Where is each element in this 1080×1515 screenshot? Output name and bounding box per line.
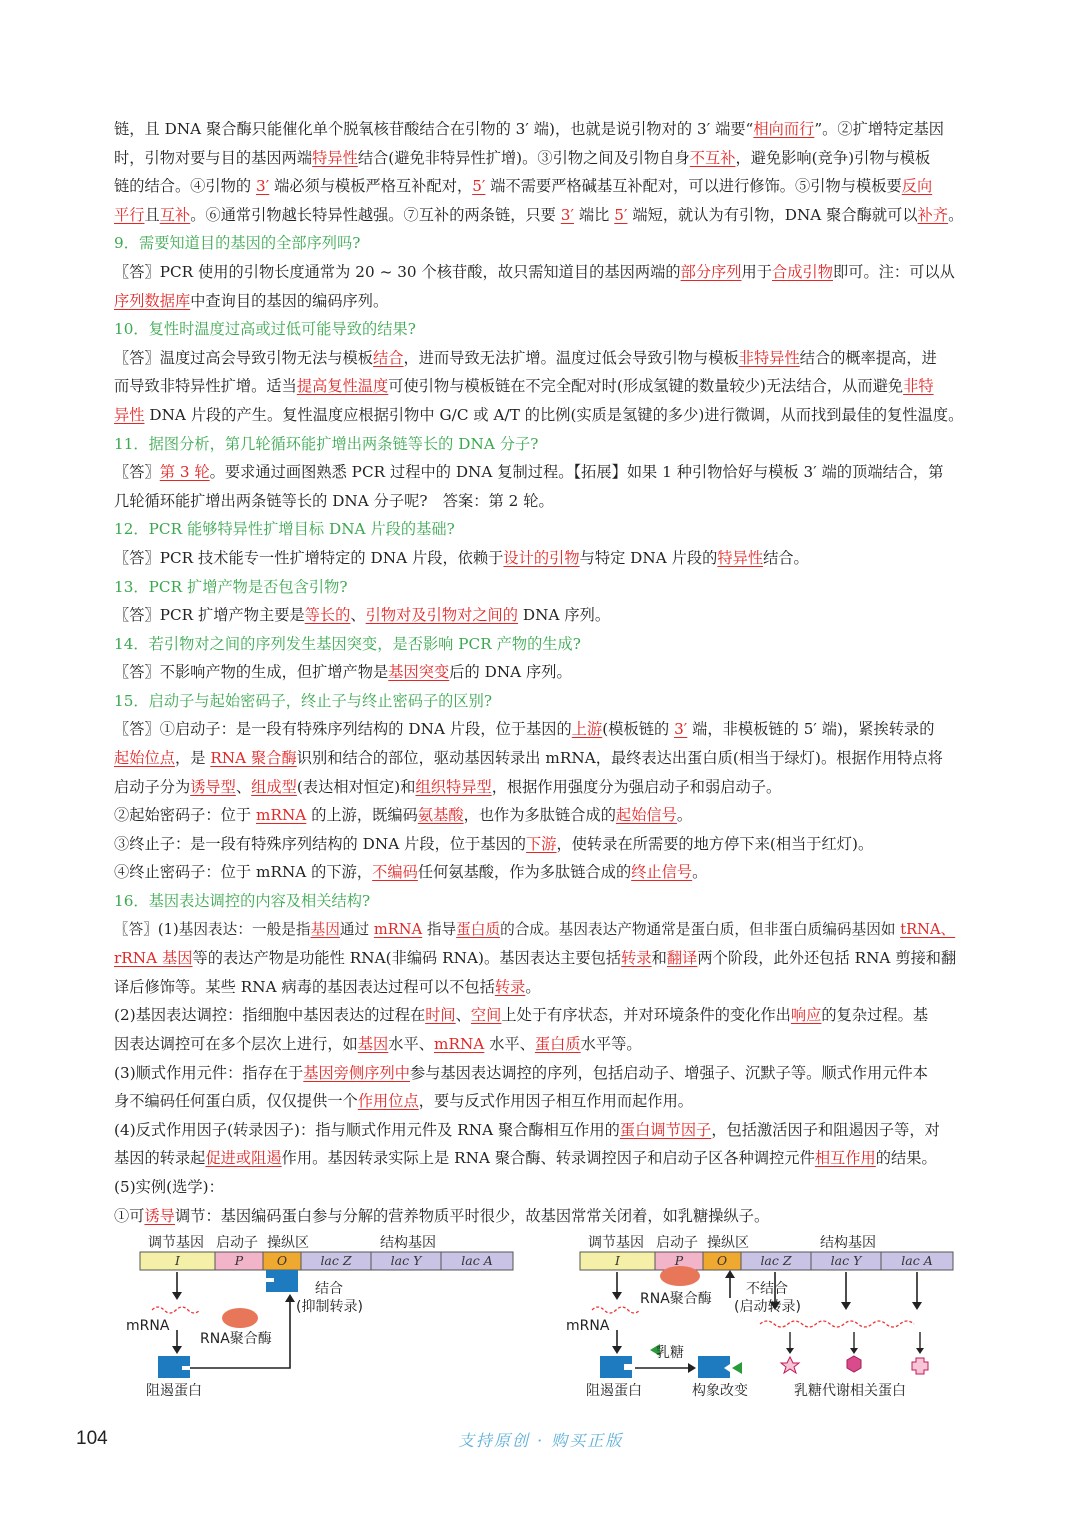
keyword-answer: 部分序列: [680, 262, 742, 281]
text-line: [114, 1059, 966, 1088]
body-text: 。: [692, 863, 708, 882]
keyword-answer: 5′: [614, 205, 628, 224]
mrna-wave: [152, 1307, 200, 1313]
keyword-answer: 特异性: [717, 548, 764, 567]
keyword-answer: 补齐: [917, 205, 949, 224]
body-text: 〖答〗PCR 使用的引物长度通常为 20 ~ 30 个核苷酸，故只需知道目的基因两端的: [114, 262, 681, 281]
text-line: [114, 744, 966, 773]
right-rnap-label: RNA聚合酶: [640, 1291, 712, 1307]
protein-hexagon-icon: [847, 1356, 861, 1372]
keyword-answer: 平行: [114, 205, 145, 224]
right-nobind-note: (启动转录): [734, 1299, 801, 1315]
body-text: ，避免影响(竞争)引物与模板: [735, 148, 931, 167]
body-text: 端短，就认为有引物，DNA 聚合酶就可以: [627, 205, 918, 224]
body-text: ④终止密码子：位于 mRNA 的下游，: [114, 863, 373, 882]
body-text: 用于: [741, 262, 773, 281]
body-text: 识别和结合的部位，驱动基因转录出 mRNA，最终表达出蛋白质(相当于绿灯)。根据作用特点将: [296, 749, 943, 768]
keyword-answer: 异性: [114, 405, 145, 424]
body-text: 基因的转录起: [114, 1149, 206, 1168]
left-rnap-label: RNA聚合酶: [200, 1331, 272, 1347]
page-number: 104: [76, 1428, 108, 1449]
right-gene-lacA-label: lac A: [901, 1253, 933, 1268]
keyword-answer: 设计的引物: [503, 548, 580, 567]
protein-cross-icon: [912, 1358, 928, 1374]
body-text: 的上游，既编码: [306, 806, 418, 825]
body-text: 调节：基因编码蛋白参与分解的营养物质平时很少，故基因常常关闭着，如乳糖操纵子。: [174, 1206, 770, 1225]
keyword-answer: 第 3 轮: [159, 463, 210, 482]
body-text: (5)实例(选学)：: [114, 1177, 224, 1196]
keyword-answer: 组成型: [251, 777, 297, 796]
text-line: [114, 458, 966, 487]
body-text: 结合。: [763, 548, 809, 567]
keyword-answer: 作用位点: [357, 1092, 419, 1111]
text-line: [114, 1001, 966, 1030]
question-heading: 9．需要知道目的基因的全部序列吗?: [114, 234, 361, 253]
body-text: 且: [144, 205, 160, 224]
question-heading: 13．PCR 扩增产物是否包含引物?: [114, 577, 348, 596]
body-text: ②起始密码子：位于: [114, 806, 257, 825]
body-text: 端不需要严格碱基互补配对，可以进行修饰。⑤引物与模板要: [485, 177, 902, 196]
body-text: ，根据作用强度分为强启动子和弱启动子。: [491, 777, 782, 796]
body-text: (2)基因表达调控：指细胞中基因表达的过程在: [114, 1006, 426, 1025]
right-structural-label: 结构基因: [820, 1235, 876, 1251]
text-line: [114, 430, 966, 459]
body-text: 。: [525, 977, 541, 996]
right-regulator-label: 调节基因: [588, 1235, 644, 1251]
body-text: ，是: [174, 749, 211, 768]
question-heading: 14．若引物对之间的序列发生基因突变，是否影响 PCR 产物的生成?: [114, 634, 581, 653]
keyword-answer: 起始信号: [615, 806, 677, 825]
keyword-answer: 蛋白质: [456, 920, 501, 938]
keyword-answer: 起始位点: [114, 749, 175, 768]
keyword-answer: 等长的: [304, 606, 351, 625]
body-text: 、: [350, 606, 366, 625]
text-line: [114, 801, 966, 830]
keyword-answer: 空间: [470, 1006, 502, 1025]
left-gene-lacA-label: lac A: [461, 1253, 493, 1268]
keyword-answer: 上游: [571, 720, 603, 739]
body-text: (表达相对恒定)和: [296, 777, 416, 796]
body-text: (3)顺式作用元件：指存在于: [114, 1063, 304, 1082]
text-line: [114, 544, 966, 573]
body-text: 〖答〗(1)基因表达：一般是指: [114, 920, 311, 938]
body-text: 的合成。基因表达产物通常是蛋白质，但非蛋白质编码基因如: [500, 920, 901, 938]
keyword-answer: 相互作用: [814, 1149, 876, 1168]
body-text: 与特定 DNA 片段的: [579, 548, 718, 567]
text-line: [114, 258, 966, 287]
lac-operon-figures: [126, 1232, 960, 1407]
left-gene-O-label: O: [276, 1253, 288, 1268]
text-line: [114, 601, 966, 630]
body-text: ，使转录在所需要的地方停下来(相当于红灯)。: [556, 834, 874, 853]
question-heading: 10．复性时温度过高或过低可能导致的结果?: [114, 320, 416, 339]
body-text: 。要求通过画图熟悉 PCR 过程中的 DNA 复制过程。【拓展】如果 1 种引物恰好与模板 3′ 端的顶端结合，第: [209, 463, 944, 482]
keyword-answer: 不互补: [689, 148, 736, 167]
right-gene-P-label: P: [674, 1253, 684, 1268]
text-line: [114, 401, 966, 430]
keyword-answer: 蛋白调节因子: [619, 1120, 712, 1139]
body-text: 〖答〗①启动子：是一段有特殊序列结构的 DNA 片段，位于基因的: [114, 720, 572, 739]
keyword-answer: 基因旁侧序列中: [303, 1063, 410, 1082]
rna-polymerase-bound-shape: [660, 1266, 700, 1286]
left-bind-label: 结合: [315, 1281, 343, 1297]
protein-star-icon: [781, 1357, 799, 1373]
text-line: [114, 687, 966, 716]
left-regulator-label: 调节基因: [148, 1235, 204, 1251]
keyword-answer: mRNA: [373, 920, 423, 938]
right-lactose-label: 乳糖: [656, 1345, 684, 1361]
footer-slogan: 支持原创 · 购买正版: [458, 1431, 624, 1450]
body-text: 结合(避免非特异性扩增)。③引物之间及引物自身: [357, 148, 690, 167]
keyword-answer: 转录: [494, 977, 526, 996]
text-line: [114, 515, 966, 544]
keyword-answer: 5′: [472, 177, 486, 196]
body-text: 指导: [422, 920, 457, 938]
keyword-answer: 合成引物: [772, 262, 833, 281]
text-line: [114, 573, 966, 602]
right-gene-I-label: I: [615, 1253, 620, 1268]
text-line: [114, 229, 966, 258]
body-text: 链的结合。④引物的: [114, 177, 257, 196]
keyword-answer: 3′: [256, 177, 270, 196]
keyword-answer: 时间: [425, 1006, 456, 1025]
text-line: [114, 658, 966, 687]
body-text: ，也作为多肽链合成的: [463, 806, 616, 825]
keyword-answer: 引物对及引物对之间的: [365, 606, 519, 625]
text-line: [114, 1116, 966, 1145]
text-line: [114, 1087, 966, 1116]
right-operator-label: 操纵区: [707, 1235, 749, 1251]
keyword-answer: 3′: [674, 720, 688, 739]
body-text: ，进而导致无法扩增。温度过低会导致引物与模板: [403, 348, 739, 367]
keyword-answer: mRNA: [256, 806, 307, 825]
keyword-answer: 序列数据库: [114, 291, 191, 310]
body-text: 等的表达产物是功能性 RNA(非编码 RNA)。基因表达主要包括: [192, 949, 622, 968]
left-gene-I-label: I: [175, 1253, 180, 1268]
question-heading: 15．启动子与起始密码子，终止子与终止密码子的区别?: [114, 691, 493, 710]
body-text: 〖答〗温度过高会导致引物无法与模板: [114, 348, 374, 367]
body-text: 端必须与模板严格互补配对，: [269, 177, 473, 196]
keyword-answer: mRNA: [434, 1035, 485, 1053]
body-text: 。⑥通常引物越长特异性越强。⑦互补的两条链，只要: [190, 205, 561, 224]
text-line: [114, 1173, 966, 1202]
right-gene-lacZ-label: lac Z: [760, 1253, 792, 1268]
body-text: 〖答〗: [114, 463, 160, 482]
body-text: 两个阶段，此外还包括 RNA 剪接和翻: [697, 949, 957, 968]
text-line: [114, 344, 966, 373]
text-line: [114, 1030, 966, 1059]
body-text: (模板链的: [602, 720, 675, 739]
right-gene-lacY-label: lac Y: [830, 1253, 862, 1268]
body-text: 链，且 DNA 聚合酶只能催化单个脱氧核苷酸结合在引物的 3′ 端)，也就是说引物对的 3′ 端要“: [114, 120, 754, 138]
keyword-answer: 氨基酸: [417, 806, 464, 825]
left-gene-P-label: P: [234, 1253, 244, 1268]
body-text: 水平等。: [580, 1035, 642, 1053]
keyword-answer: 3′: [560, 205, 575, 224]
body-text: ，包括激活因子和阻遏因子等，对: [711, 1120, 940, 1139]
text-line: [114, 916, 966, 945]
question-heading: 12．PCR 能够特异性扩增目标 DNA 片段的基础?: [114, 520, 455, 539]
text-line: [114, 1202, 966, 1231]
keyword-answer: rRNA 基因: [114, 949, 193, 968]
body-text: 可使引物与模板链在不完全配对时(形成氢键的数量较少)无法结合，从而避免: [388, 377, 904, 396]
left-promoter-label: 启动子: [216, 1235, 258, 1251]
keyword-answer: 下游: [526, 834, 557, 853]
left-repressor-label: 阻遏蛋白: [146, 1383, 202, 1399]
keyword-answer: 诱导: [144, 1206, 175, 1225]
left-mrna-label: mRNA: [126, 1318, 170, 1334]
body-text: 〖答〗不影响产物的生成，但扩增产物是: [114, 663, 389, 682]
left-gene-lacY-label: lac Y: [390, 1253, 422, 1268]
right-repressor-label: 阻遏蛋白: [586, 1383, 642, 1399]
keyword-answer: 互补: [159, 205, 191, 224]
text-line: [114, 144, 966, 173]
repressor-protein-shape: [158, 1356, 190, 1378]
body-text: 〖答〗PCR 扩增产物主要是: [114, 606, 305, 625]
body-text: 、: [455, 1006, 471, 1025]
right-gene-O-label: O: [716, 1253, 728, 1268]
keyword-answer: 基因突变: [388, 663, 450, 682]
text-line: [114, 1144, 966, 1173]
keyword-answer: 基因: [310, 920, 340, 938]
keyword-answer: 提高复性温度: [296, 377, 389, 396]
keyword-answer: 基因: [357, 1035, 389, 1053]
left-structural-label: 结构基因: [380, 1235, 436, 1251]
keyword-answer: 转录: [621, 949, 652, 968]
left-bind-note: (抑制转录): [296, 1299, 363, 1315]
body-text: ①可: [114, 1206, 145, 1225]
text-line: [114, 773, 966, 802]
body-text: 水平、: [388, 1035, 435, 1053]
body-text: 。: [948, 205, 964, 224]
question-heading: 16．基因表达调控的内容及相关结构?: [114, 892, 371, 911]
body-text: 译后修饰等。某些 RNA 病毒的基因表达过程可以不包括: [114, 977, 495, 996]
right-promoter-label: 启动子: [656, 1235, 698, 1251]
body-text: (4)反式作用因子(转录因子)：指与顺式作用元件及 RNA 聚合酶相互作用的: [114, 1120, 620, 1139]
text-content: [114, 115, 966, 1230]
text-line: [114, 973, 966, 1002]
text-line: [114, 630, 966, 659]
keyword-answer: 不编码: [372, 863, 418, 882]
body-text: 、: [235, 777, 252, 796]
right-proteins-label: 乳糖代谢相关蛋白: [794, 1383, 906, 1399]
text-line: [114, 201, 966, 230]
body-text: 上处于有序状态，并对环境条件的变化作出: [501, 1006, 791, 1025]
body-text: 中查询目的基因的编码序列。: [190, 291, 389, 310]
body-text: 的复杂过程。基: [821, 1006, 929, 1025]
text-line: [114, 887, 966, 916]
right-conformation-label: 构象改变: [692, 1383, 748, 1399]
body-text: 。: [676, 806, 693, 825]
keyword-answer: 特异性: [312, 148, 358, 167]
keyword-answer: 反向: [901, 177, 933, 196]
body-text: 结合的概率提高，进: [799, 348, 937, 367]
keyword-answer: 翻译: [666, 949, 698, 968]
repressor-protein-right-shape: [600, 1356, 632, 1378]
keyword-answer: 组织特异型: [415, 777, 492, 796]
body-text: 和: [651, 949, 667, 968]
text-line: [114, 487, 966, 516]
body-text: 参与基因表达调控的序列，包括启动子、增强子、沉默子等。顺式作用元件本: [409, 1063, 929, 1082]
body-text: 任何氨基酸，作为多肽链合成的: [417, 863, 632, 882]
body-text: 端，非模板链的 5′ 端)，紧挨转录的: [687, 720, 935, 739]
text-line: [114, 830, 966, 859]
keyword-answer: 非特: [903, 377, 934, 396]
text-line: [114, 715, 966, 744]
text-line: [114, 115, 966, 144]
changed-repressor-shape: [698, 1356, 730, 1378]
body-text: 身不编码任何蛋白质，仅仅提供一个: [114, 1092, 358, 1111]
body-text: 因表达调控可在多个层次上进行，如: [114, 1035, 358, 1053]
text-line: [114, 858, 966, 887]
keyword-answer: 诱导型: [190, 777, 236, 796]
body-text: 后的 DNA 序列。: [449, 663, 572, 682]
body-text: 〖答〗PCR 技术能专一性扩增特定的 DNA 片段，依赖于: [114, 548, 504, 567]
body-text: 时，引物对要与目的基因两端: [114, 148, 313, 167]
text-line: [114, 944, 966, 973]
right-nobind-label: 不结合: [746, 1281, 788, 1297]
body-text: ③终止子：是一段有特殊序列结构的 DNA 片段，位于基因的: [114, 834, 527, 853]
rna-polymerase-shape: [222, 1308, 258, 1328]
keyword-answer: 蛋白质: [534, 1035, 581, 1053]
keyword-answer: 促进或阻遏: [205, 1149, 282, 1168]
body-text: ，要与反式作用因子相互作用而起作用。: [418, 1092, 694, 1111]
right-mrna-label: mRNA: [566, 1318, 610, 1334]
keyword-answer: 终止信号: [631, 863, 693, 882]
keyword-answer: 结合: [373, 348, 404, 367]
body-text: 作用。基因转录实际上是 RNA 聚合酶、转录调控因子和启动子区各种调控元件: [281, 1149, 815, 1168]
text-line: [114, 287, 966, 316]
body-text: 通过: [339, 920, 374, 938]
bound-repressor-shape: [266, 1270, 298, 1292]
keyword-answer: RNA 聚合酶: [210, 749, 297, 768]
body-text: DNA 片段的产生。复性温度应根据引物中 G/C 或 A/T 的比例(实质是氢键的多少)进行微调，从而找到最佳的复性温度。: [144, 405, 964, 424]
body-text: 几轮循环能扩增出两条链等长的 DNA 分子呢? 答案：第 2 轮。: [114, 491, 554, 510]
keyword-answer: 响应: [790, 1006, 822, 1025]
body-text: 水平、: [484, 1035, 535, 1053]
left-operator-label: 操纵区: [267, 1235, 309, 1251]
body-text: 即可。注：可以从: [832, 262, 955, 281]
body-text: 而导致非特异性扩增。适当: [114, 377, 297, 396]
body-text: 的结果。: [875, 1149, 937, 1168]
question-heading: 11．据图分析，第几轮循环能扩增出两条链等长的 DNA 分子?: [114, 434, 539, 453]
text-line: [114, 172, 966, 201]
left-gene-lacZ-label: lac Z: [320, 1253, 352, 1268]
keyword-answer: 相向而行: [753, 120, 815, 138]
keyword-answer: 非特异性: [738, 348, 800, 367]
text-line: [114, 315, 966, 344]
body-text: 启动子分为: [114, 777, 191, 796]
body-text: DNA 序列。: [518, 606, 611, 625]
body-text: ”。②扩增特定基因: [814, 120, 945, 138]
text-line: [114, 372, 966, 401]
body-text: 端比: [574, 205, 615, 224]
keyword-answer: tRNA、: [900, 920, 956, 938]
